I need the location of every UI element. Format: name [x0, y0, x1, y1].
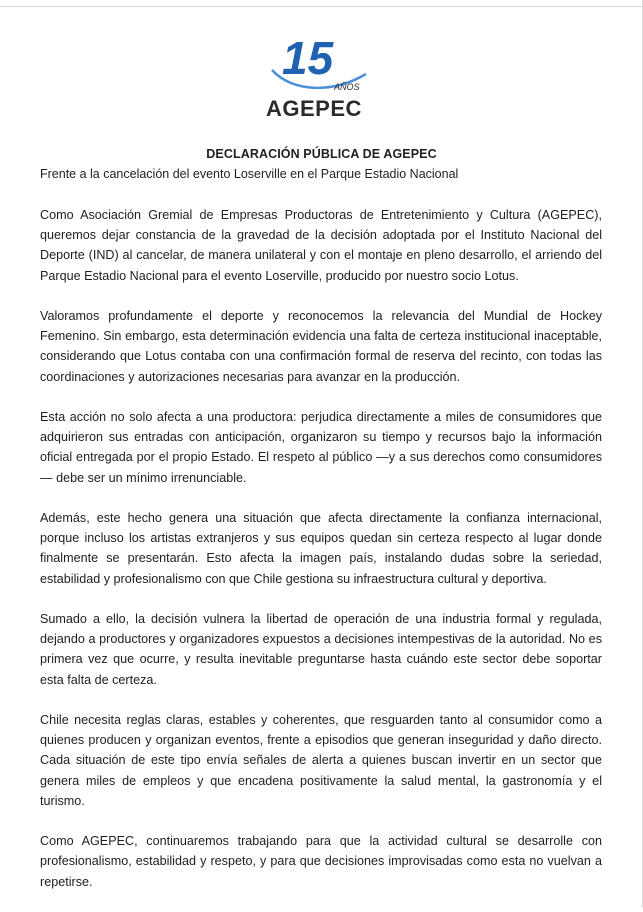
paragraph-2: Valoramos profundamente el deporte y reconocemos la relevancia del Mundial de Hockey Femenino. Sin embargo, esta determinación evidencia una falta de certeza institucional inaceptable, considerando que Lotus contaba con una confirmación formal de reserva del recinto, con todas las coordinaciones y autorizaciones necesarias para avanzar en la producción. [40, 309, 602, 384]
document-subtitle: Frente a la cancelación del evento Loserville en el Parque Estadio Nacional [40, 167, 459, 181]
paragraph-7: Como AGEPEC, continuaremos trabajando para que la actividad cultural se desarrolle con profesionalismo, estabilidad y respeto, y para que decisiones improvisadas como esta no vuelvan a repetirse. [40, 834, 602, 889]
paragraph-6: Chile necesita reglas claras, estables y coherentes, que resguarden tanto al consumidor como a quienes producen y organizan eventos, frente a episodios que generan inseguridad y daño directo. Cada situación de este tipo envía señales de alerta a quienes buscan invertir en un sector que genera miles de empleos y que encadena positivamente la salud mental, la gastronomía y el turismo. [40, 713, 602, 808]
paragraph-3: Esta acción no solo afecta a una productora: perjudica directamente a miles de consumidores que adquirieron sus entradas con anticipación, organizaron su tiempo y recursos bajo la información oficial entregada por el propio Estado. El respeto al público —y a sus derechos como consumidores— debe ser un mínimo irrenunciable. [40, 410, 602, 485]
paragraph-1: Como Asociación Gremial de Empresas Productoras de Entretenimiento y Cultura (AGEPEC), queremos dejar constancia de la gravedad de la decisión adoptada por el Instituto Nacional del Deporte (IND) al cancelar, de manera unilateral y con el montaje en pleno desarrollo, el arriendo del Parque Estadio Nacional para el evento Loserville, producido por nuestro socio Lotus. [40, 208, 602, 283]
logo-years-label: AÑOS [334, 82, 360, 92]
logo-wordmark: AGEPEC [266, 96, 362, 121]
logo-number: 15 [282, 32, 334, 84]
document-body [40, 205, 602, 912]
agepec-15-years-logo [262, 30, 382, 122]
paragraph-4: Además, este hecho genera una situación que afecta directamente la confianza internacional, porque incluso los artistas extranjeros y sus equipos quedan sin certeza respecto al lugar donde finalmente se presentarán. Esto afecta la imagen país, instalando dudas sobre la seriedad, estabilidad y profesionalismo con que Chile gestiona su infraestructura cultural y deportiva. [40, 511, 602, 586]
page-top-border [0, 0, 643, 7]
paragraph-5: Sumado a ello, la decisión vulnera la libertad de operación de una industria formal y regulada, dejando a productores y organizadores expuestos a decisiones intempestivas de la autoridad. No es primera vez que ocurre, y resulta inevitable preguntarse hasta cuándo este sector debe soportar esta falta de certeza. [40, 612, 602, 687]
logo-graphic [262, 30, 382, 122]
document-title: DECLARACIÓN PÚBLICA DE AGEPEC [206, 147, 437, 161]
